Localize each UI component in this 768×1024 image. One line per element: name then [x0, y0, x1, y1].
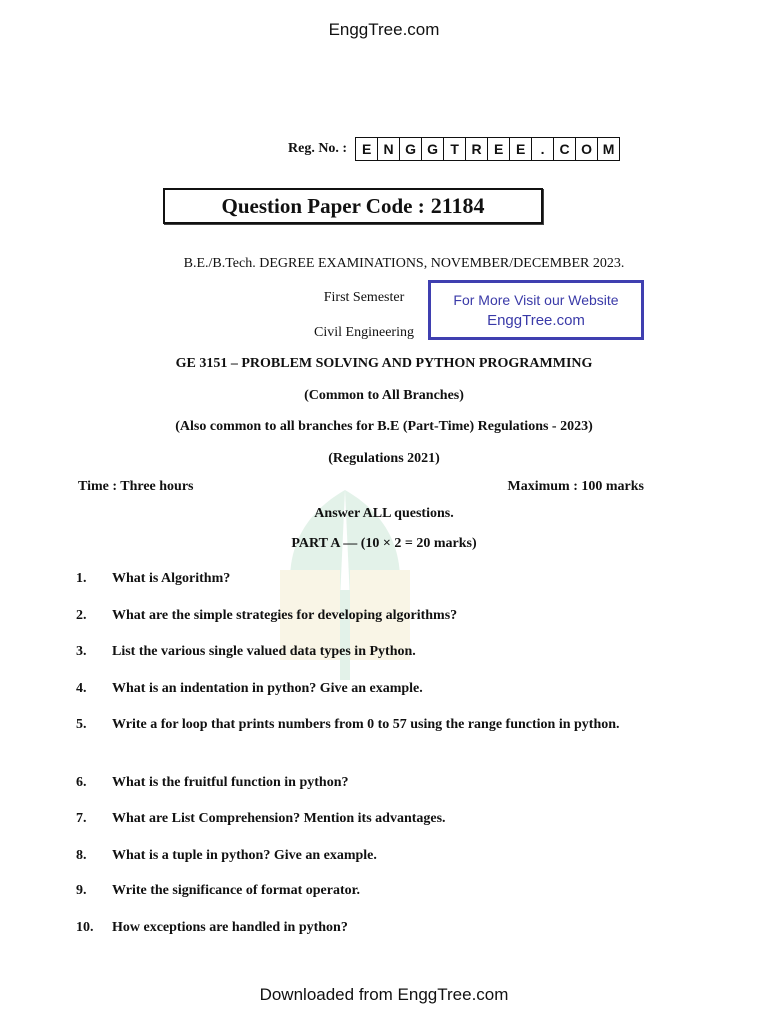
paper-code-number: 21184	[430, 193, 485, 218]
department: Civil Engineering	[314, 325, 414, 340]
question-text: What is an indentation in python? Give an example.	[112, 681, 423, 696]
reg-box: E	[488, 138, 510, 160]
question-number: 8.	[76, 848, 87, 863]
question-number: 10.	[76, 920, 94, 935]
promo-box[interactable]	[428, 280, 644, 340]
question-item	[76, 678, 644, 699]
question-item	[76, 845, 644, 866]
question-number: 6.	[76, 775, 87, 790]
question-item	[76, 808, 644, 829]
exam-title: B.E./B.Tech. DEGREE EXAMINATIONS, NOVEMBER/DECEMBER 2023.	[183, 256, 625, 271]
instruction: Answer ALL questions.	[314, 506, 454, 521]
reg-box: R	[466, 138, 488, 160]
question-text: How exceptions are handled in python?	[112, 920, 348, 935]
question-item	[76, 772, 644, 793]
question-text: List the various single valued data types in Python.	[112, 644, 416, 659]
reg-box: O	[576, 138, 598, 160]
subject-title: GE 3151 – PROBLEM SOLVING AND PYTHON PROGRAMMING	[175, 356, 593, 371]
registration-number	[288, 137, 620, 161]
question-number: 4.	[76, 681, 87, 696]
reg-box: T	[444, 138, 466, 160]
promo-link[interactable]: EnggTree.com	[487, 311, 585, 329]
question-item	[76, 880, 644, 901]
part-a-heading: PART A — (10 × 2 = 20 marks)	[291, 536, 477, 551]
reg-box: M	[602, 141, 615, 157]
regulations: (Regulations 2021)	[328, 451, 440, 466]
question-item	[76, 568, 644, 589]
question-number: 2.	[76, 608, 87, 623]
maximum-marks: Maximum : 100 marks	[507, 479, 644, 494]
also-common-note: (Also common to all branches for B.E (Part-Time) Regulations - 2023)	[175, 419, 593, 434]
promo-line-1: For More Visit our Website	[453, 291, 619, 308]
question-number: 7.	[76, 811, 87, 826]
reg-boxes	[355, 137, 620, 161]
question-item	[76, 641, 644, 662]
reg-box: G	[400, 138, 422, 160]
duration: Time : Three hours	[78, 479, 194, 494]
reg-box: C	[554, 138, 576, 160]
question-text: Write a for loop that prints numbers from 0 to 57 using the range function in python.	[112, 717, 620, 732]
reg-box: E	[510, 138, 532, 160]
reg-box: N	[378, 138, 400, 160]
question-number: 3.	[76, 644, 87, 659]
paper-code-label: Question Paper Code :	[221, 193, 425, 218]
question-number: 5.	[76, 717, 87, 732]
site-footer: Downloaded from EnggTree.com	[259, 985, 509, 1004]
question-item	[76, 917, 644, 938]
common-note: (Common to All Branches)	[304, 388, 464, 403]
reg-box: E	[356, 138, 378, 160]
question-text: What is a tuple in python? Give an example.	[112, 848, 377, 863]
question-text: What is the fruitful function in python?	[112, 775, 349, 790]
question-paper-code	[163, 188, 543, 224]
question-text: What are the simple strategies for developing algorithms?	[112, 608, 458, 623]
reg-box: .	[532, 138, 554, 160]
question-number: 1.	[76, 571, 87, 586]
semester: First Semester	[323, 290, 405, 305]
question-number: 9.	[76, 883, 87, 898]
question-text: What are List Comprehension? Mention its advantages.	[112, 811, 446, 826]
time-marks-row	[78, 479, 644, 495]
question-item	[76, 714, 644, 735]
question-text: What is Algorithm?	[112, 571, 231, 586]
question-item	[76, 605, 644, 626]
reg-label: Reg. No. :	[288, 141, 348, 156]
reg-box: G	[422, 138, 444, 160]
site-header: EnggTree.com	[328, 20, 440, 39]
question-text: Write the significance of format operator.	[112, 883, 361, 898]
